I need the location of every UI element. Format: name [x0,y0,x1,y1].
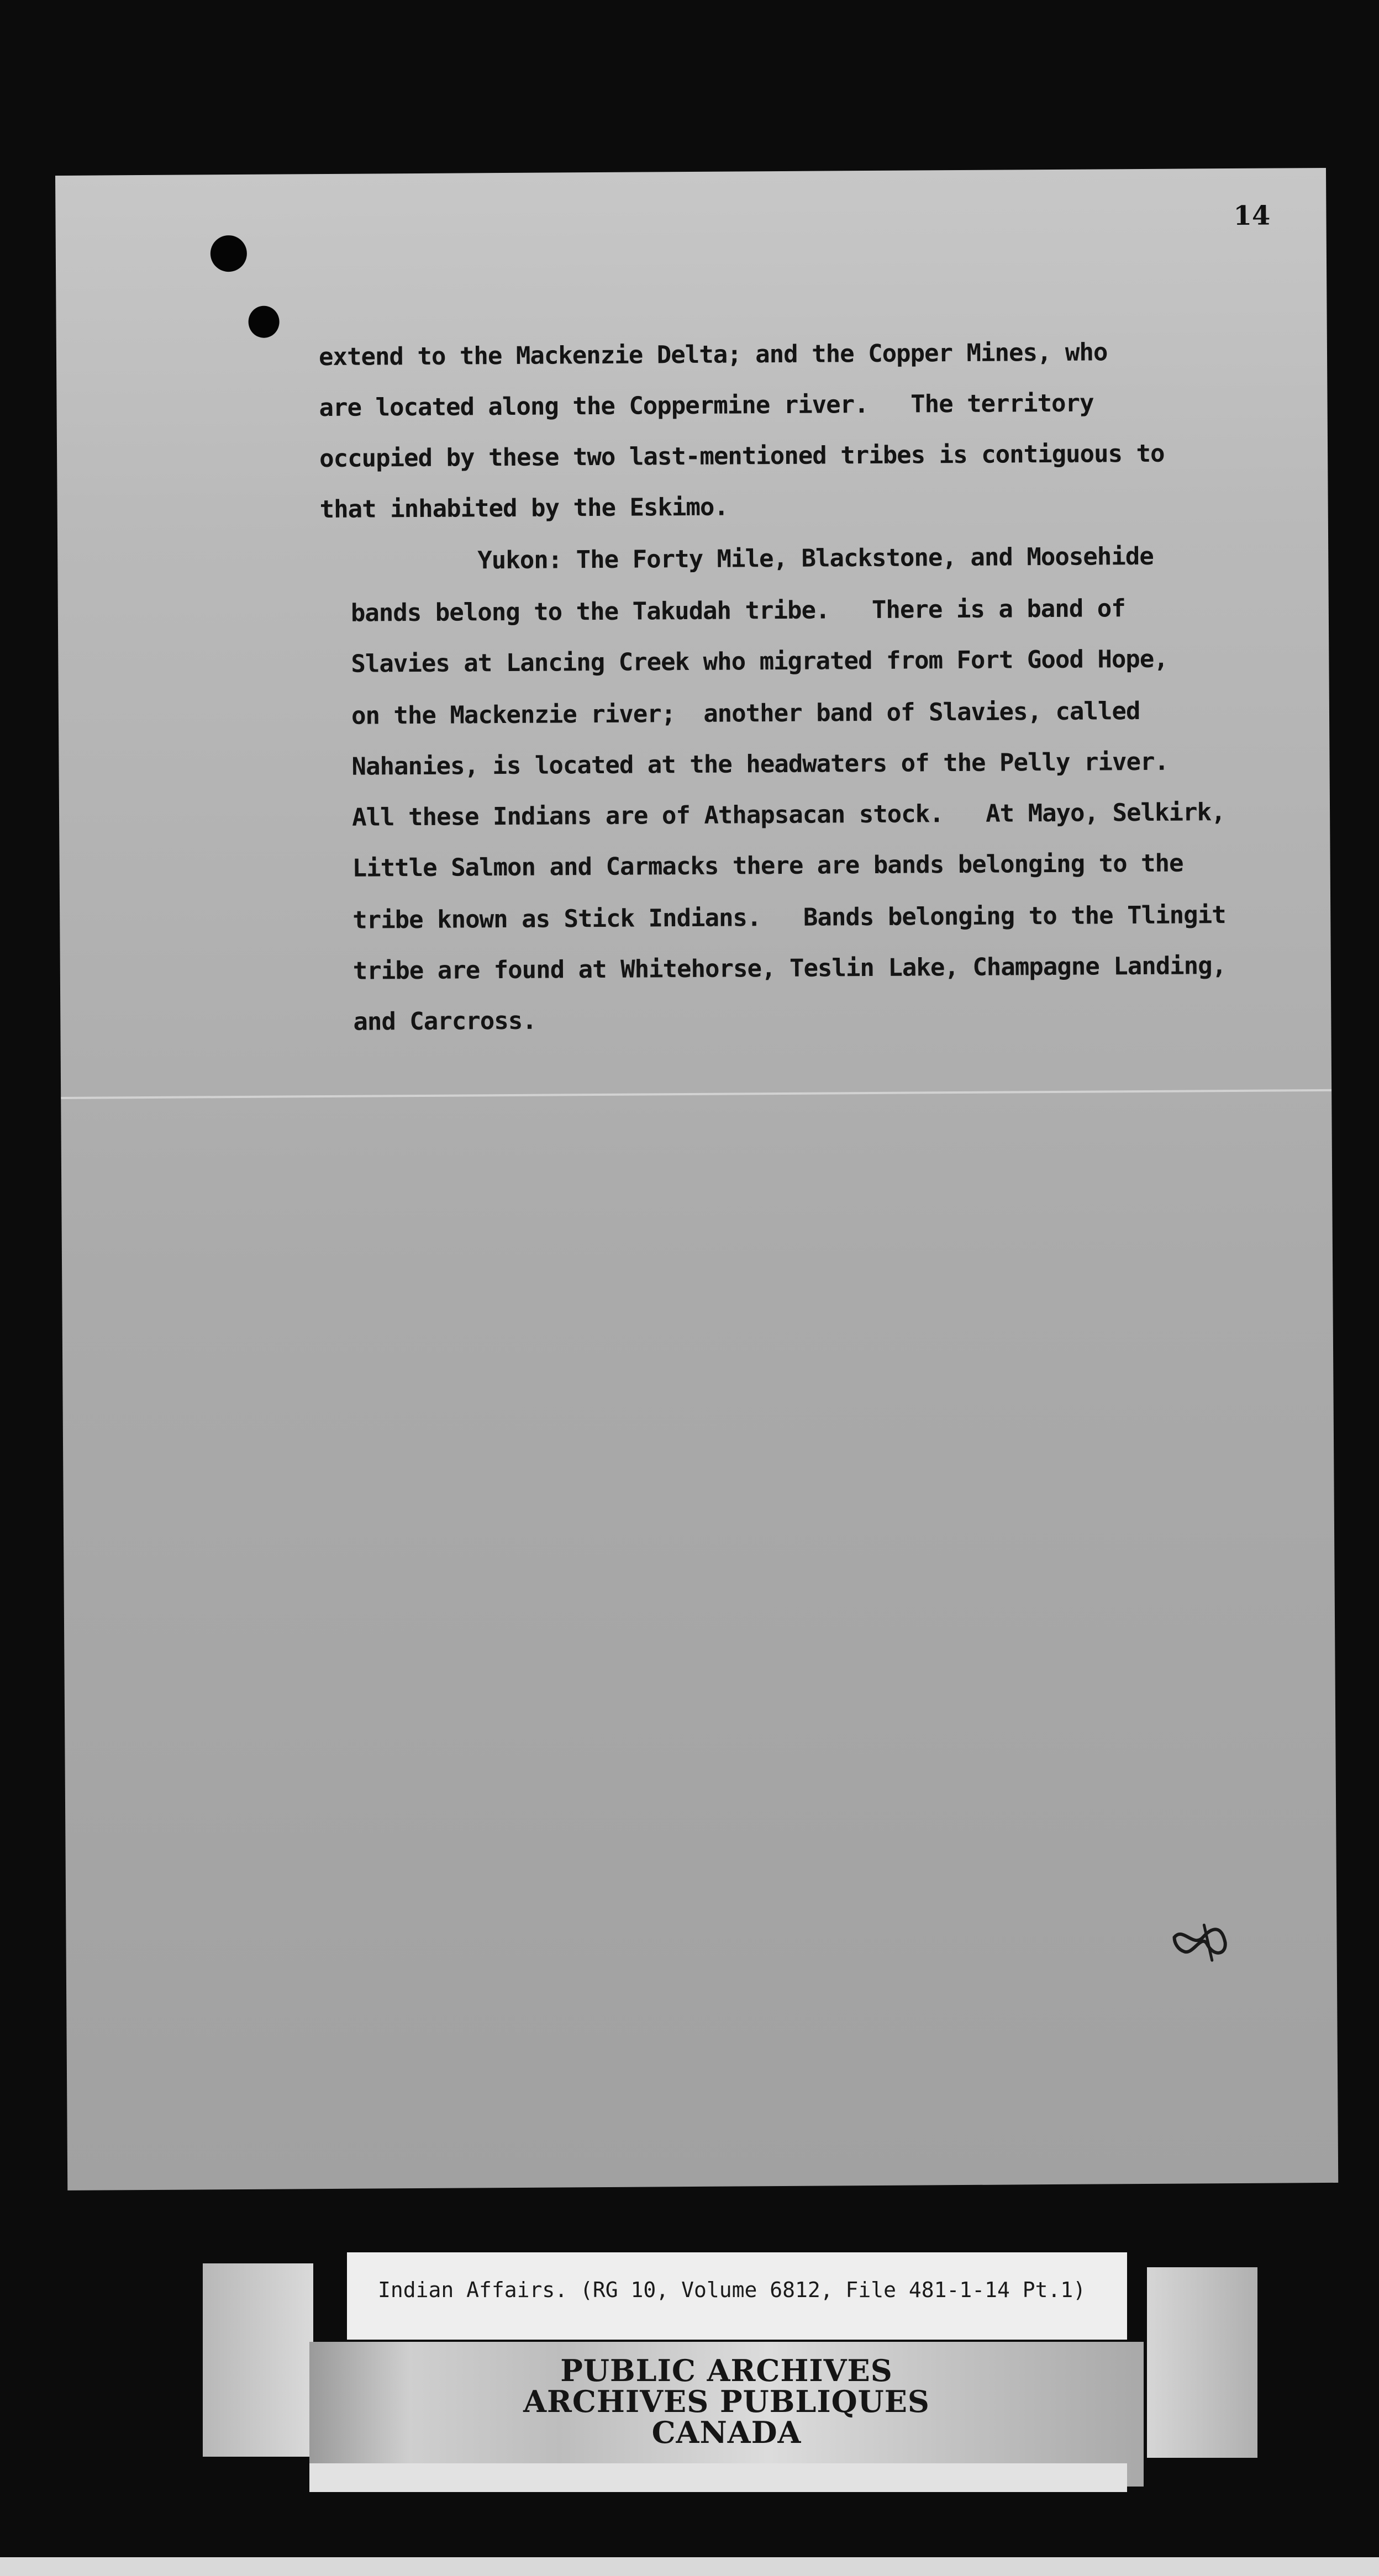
text-line-13: tribe are found at Whitehorse, Teslin Lake, Champagne Landing, [352,952,1227,985]
text-line-2: are located along the Coppermine river. The territory [319,389,1094,423]
text-line-11: Little Salmon and Carmacks there are bands belonging to the [352,849,1183,883]
citation-label [347,2252,1127,2340]
label-right-tab [1147,2267,1257,2458]
text-line-5-yukon-heading: Yukon: The Forty Mile, Blackstone, and Moosehide [477,542,1154,575]
stamp-base-strip [309,2463,1127,2492]
text-line-10: All these Indians are of Athapsacan stock. At Mayo, Selkirk, [351,798,1225,832]
text-line-6: bands belong to the Takudah tribe. There is a band of [350,594,1125,627]
text-line-7: Slavies at Lancing Creek who migrated from Fort Good Hope, [351,645,1168,678]
punch-hole-top [210,235,247,272]
handwritten-mark-icon [1171,1920,1231,1965]
citation-text: Indian Affairs. (RG 10, Volume 6812, File 481-1-14 Pt.1) [378,2278,1086,2302]
film-edge-strip [0,2557,1379,2576]
text-line-14: and Carcross. [353,1006,536,1036]
text-line-4: that inhabited by the Eskimo. [319,493,729,524]
text-line-12: tribe known as Stick Indians. Bands belonging to the Tlingit [352,901,1226,935]
stamp-line-2: ARCHIVES PUBLIQUES [523,2384,930,2419]
text-line-3: occupied by these two last-mentioned tribes is contiguous to [319,439,1165,473]
stamp-line-3: CANADA [651,2415,802,2450]
punch-hole-bottom [248,306,279,338]
text-line-8: on the Mackenzie river; another band of Slavies, called [351,697,1140,730]
page-number: 14 [1233,200,1271,231]
text-line-1: extend to the Mackenzie Delta; and the Copper Mines, who [318,338,1108,372]
label-left-tab [203,2263,313,2457]
typed-document-page [55,168,1338,2190]
stamp-line-1: PUBLIC ARCHIVES [560,2353,893,2388]
text-line-9: Nahanies, is located at the headwaters of the Pelly river. [351,747,1169,781]
